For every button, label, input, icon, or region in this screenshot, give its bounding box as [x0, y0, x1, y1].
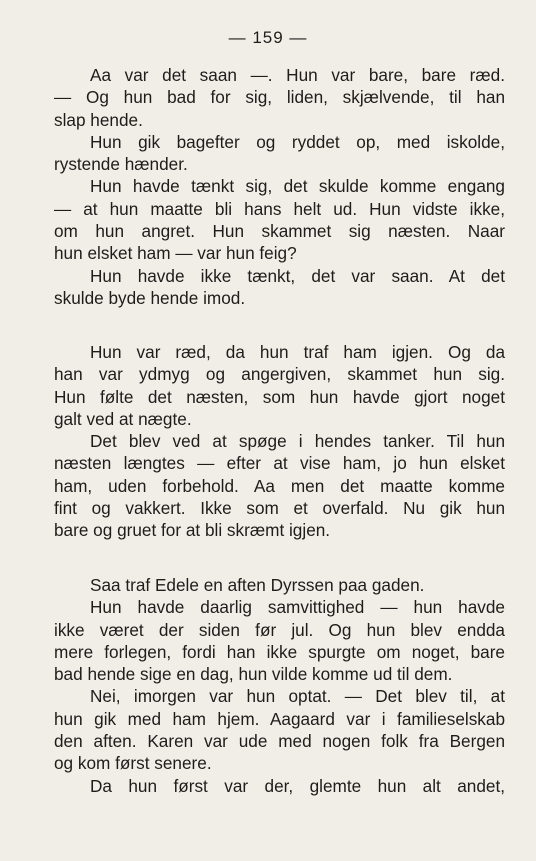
- text-line: Det blev ved at spøge i hendes tanker. Til hun: [90, 431, 505, 452]
- page-number: — 159 —: [228, 28, 308, 47]
- text-line: bare og gruet for at bli skræmt igjen.: [54, 520, 331, 541]
- text-line: næsten længtes — efter at vise ham, jo hun elsket: [54, 453, 505, 474]
- text-line: skulde byde hende imod.: [54, 287, 246, 308]
- text-line: rystende hænder.: [54, 154, 188, 175]
- text-line: Hun havde tænkt sig, det skulde komme engang: [90, 176, 505, 197]
- text-line: bad hende sige en dag, hun vilde komme ud til dem.: [54, 664, 453, 685]
- text-line: Saa traf Edele en aften Dyrssen paa gaden.: [90, 575, 425, 595]
- text-line: galt ved at nægte.: [54, 408, 192, 429]
- text-line: — at hun maatte bli hans helt ud. Hun vidste ikke,: [54, 198, 505, 219]
- text-line: — Og hun bad for sig, liden, skjælvende, til han: [54, 87, 505, 108]
- text-line: mere forlegen, fordi han ikke spurgte om noget, bare: [54, 641, 505, 662]
- text-line: Aa var det saan —. Hun var bare, bare ræd.: [90, 65, 505, 85]
- paragraph-group-3: [54, 574, 505, 797]
- text-line: Hun havde ikke tænkt, det var saan. At det: [90, 265, 505, 286]
- text-line: Hun havde daarlig samvittighed — hun havde: [90, 597, 505, 618]
- text-line: Hun gik bagefter og ryddet op, med iskolde,: [90, 131, 505, 152]
- text-line: Da hun først var der, glemte hun alt andet,: [90, 775, 505, 796]
- text-line: slap hende.: [54, 109, 143, 130]
- text-line: fint og vakkert. Ikke som et overfald. Nu gik hun: [54, 498, 505, 519]
- text-line: han var ydmyg og angergiven, skammet hun sig.: [54, 364, 505, 385]
- text-line: om hun angret. Hun skammet sig næsten. Naar: [54, 221, 505, 242]
- text-line: Hun var ræd, da hun traf ham igjen. Og da: [90, 342, 505, 362]
- text-line: hun gik med ham hjem. Aagaard var i familieselskab: [54, 708, 505, 729]
- text-line: og kom først senere.: [54, 753, 212, 774]
- paragraph-group-2: [54, 341, 505, 542]
- text-line: ham, uden forbehold. Aa men det maatte komme: [54, 475, 505, 496]
- text-line: den aften. Karen var ude med nogen folk fra Bergen: [54, 731, 505, 752]
- text-line: Nei, imorgen var hun optat. — Det blev til, at: [90, 686, 505, 707]
- text-line: ikke været der siden før jul. Og hun blev endda: [54, 619, 505, 640]
- text-line: hun elsket ham — var hun feig?: [54, 243, 297, 264]
- paragraph-group-1: [54, 64, 505, 309]
- text-line: Hun følte det næsten, som hun havde gjort noget: [54, 386, 505, 407]
